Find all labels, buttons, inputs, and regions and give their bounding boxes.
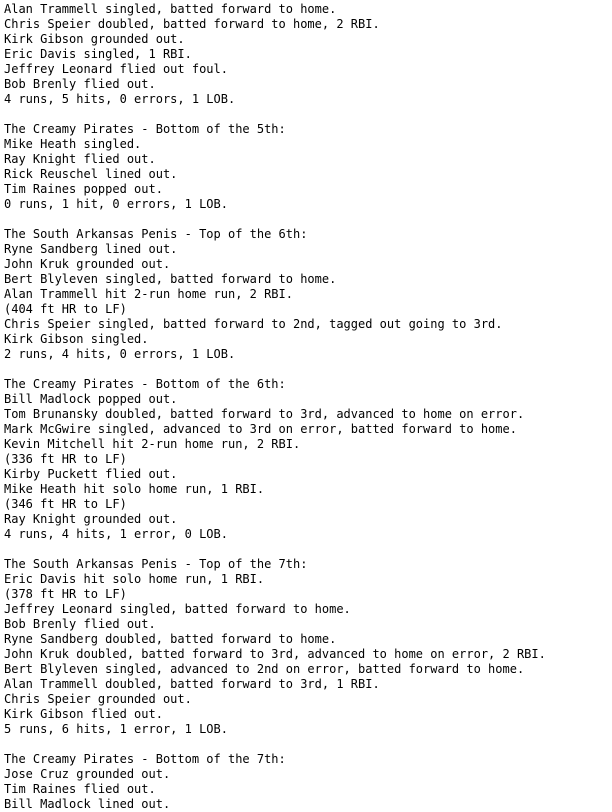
- log-line: 5 runs, 6 hits, 1 error, 1 LOB.: [4, 722, 228, 736]
- log-line: 4 runs, 4 hits, 1 error, 0 LOB.: [4, 527, 228, 541]
- log-line: (378 ft HR to LF): [4, 587, 127, 601]
- log-line: Ray Knight grounded out.: [4, 512, 178, 526]
- log-line: Chris Speier grounded out.: [4, 692, 192, 706]
- log-blank-line: [4, 212, 608, 227]
- log-line: The South Arkansas Penis - Top of the 6th:: [4, 227, 308, 241]
- log-line: Jeffrey Leonard singled, batted forward to home.: [4, 602, 351, 616]
- log-line: The South Arkansas Penis - Top of the 7th:: [4, 557, 308, 571]
- log-line: Kirk Gibson grounded out.: [4, 32, 185, 46]
- log-line: Mark McGwire singled, advanced to 3rd on error, batted forward to home.: [4, 422, 517, 436]
- log-line: Bob Brenly flied out.: [4, 77, 156, 91]
- log-line: Alan Trammell singled, batted forward to home.: [4, 2, 337, 16]
- log-line: The Creamy Pirates - Bottom of the 6th:: [4, 377, 286, 391]
- log-line: John Kruk doubled, batted forward to 3rd, advanced to home on error, 2 RBI.: [4, 647, 546, 661]
- log-line: Jose Cruz grounded out.: [4, 767, 171, 781]
- log-line: Jeffrey Leonard flied out foul.: [4, 62, 228, 76]
- log-line: Eric Davis singled, 1 RBI.: [4, 47, 192, 61]
- log-line: 0 runs, 1 hit, 0 errors, 1 LOB.: [4, 197, 228, 211]
- log-line: Bert Blyleven singled, advanced to 2nd on error, batted forward to home.: [4, 662, 525, 676]
- log-line: Chris Speier doubled, batted forward to home, 2 RBI.: [4, 17, 380, 31]
- log-line: Bill Madlock popped out.: [4, 392, 178, 406]
- log-line: Ray Knight flied out.: [4, 152, 156, 166]
- log-line: (404 ft HR to LF): [4, 302, 127, 316]
- log-line: Kevin Mitchell hit 2-run home run, 2 RBI.: [4, 437, 301, 451]
- log-line: Chris Speier singled, batted forward to 2nd, tagged out going to 3rd.: [4, 317, 503, 331]
- log-line: Tim Raines popped out.: [4, 182, 163, 196]
- log-line: Eric Davis hit solo home run, 1 RBI.: [4, 572, 265, 586]
- log-line: Rick Reuschel lined out.: [4, 167, 178, 181]
- log-line: Bob Brenly flied out.: [4, 617, 156, 631]
- log-line: 4 runs, 5 hits, 0 errors, 1 LOB.: [4, 92, 236, 106]
- log-line: The Creamy Pirates - Bottom of the 7th:: [4, 752, 286, 766]
- log-blank-line: [4, 107, 608, 122]
- log-line: The Creamy Pirates - Bottom of the 5th:: [4, 122, 286, 136]
- log-line: Alan Trammell hit 2-run home run, 2 RBI.: [4, 287, 293, 301]
- log-line: Mike Heath hit solo home run, 1 RBI.: [4, 482, 265, 496]
- log-blank-line: [4, 542, 608, 557]
- log-line: Bert Blyleven singled, batted forward to home.: [4, 272, 337, 286]
- log-line: Kirk Gibson flied out.: [4, 707, 163, 721]
- log-line: Kirby Puckett flied out.: [4, 467, 178, 481]
- log-line: Tom Brunansky doubled, batted forward to 3rd, advanced to home on error.: [4, 407, 525, 421]
- log-line: Ryne Sandberg lined out.: [4, 242, 178, 256]
- log-line: John Kruk grounded out.: [4, 257, 171, 271]
- log-line: Ryne Sandberg doubled, batted forward to home.: [4, 632, 337, 646]
- log-line: Kirk Gibson singled.: [4, 332, 149, 346]
- log-line: (336 ft HR to LF): [4, 452, 127, 466]
- log-line: Bill Madlock lined out.: [4, 797, 171, 811]
- log-blank-line: [4, 362, 608, 377]
- log-blank-line: [4, 737, 608, 752]
- log-line: (346 ft HR to LF): [4, 497, 127, 511]
- log-line: Alan Trammell doubled, batted forward to 3rd, 1 RBI.: [4, 677, 380, 691]
- log-line: Tim Raines flied out.: [4, 782, 156, 796]
- log-line: 2 runs, 4 hits, 0 errors, 1 LOB.: [4, 347, 236, 361]
- log-line: Mike Heath singled.: [4, 137, 142, 151]
